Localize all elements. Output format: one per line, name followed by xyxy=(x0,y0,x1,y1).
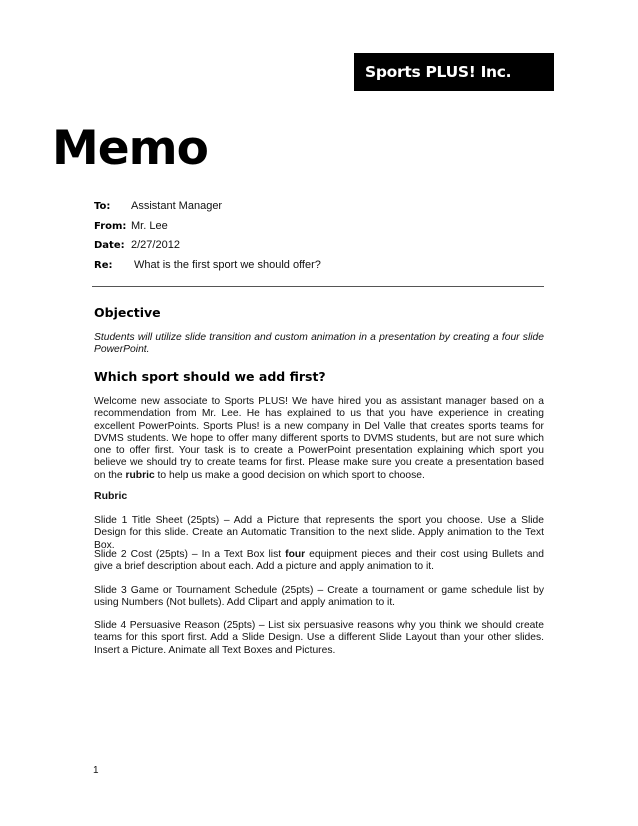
from-label: From: xyxy=(94,221,127,232)
to-value: Assistant Manager xyxy=(131,200,223,212)
rubric-heading: Rubric xyxy=(94,490,128,502)
header-from-row xyxy=(94,219,168,233)
objective-text: Students will utilize slide transition and custom animation in a presentation by creating a four slide PowerPoint. xyxy=(94,332,544,356)
rubric-slide4: Slide 4 Persuasive Reason (25pts) – List six persuasive reasons why you think we should create teams for this sport first. Add a Slide Design. Use a different Slide Layout than your other slides. Insert a Picture. Animate all Text Boxes and Pictures. xyxy=(94,620,544,656)
page-number: 1 xyxy=(93,765,99,776)
objective-heading: Objective xyxy=(94,305,161,320)
company-name: Sports PLUS! Inc. xyxy=(365,63,512,81)
header-date-row xyxy=(94,238,180,252)
header-to-row xyxy=(94,199,222,213)
header-divider xyxy=(92,286,544,287)
company-banner xyxy=(354,53,554,91)
re-value: What is the first sport we should offer? xyxy=(134,259,321,271)
sport-heading: Which sport should we add first? xyxy=(94,369,326,384)
slide2-text-before: Slide 2 Cost (25pts) – In a Text Box list xyxy=(94,549,286,560)
rubric-slide3: Slide 3 Game or Tournament Schedule (25pts) – Create a tournament or game schedule list by using Numbers (Not bullets). Add Clipart and apply animation to it. xyxy=(94,585,544,609)
sport-text-after: to help us make a good decision on which sport to choose. xyxy=(154,469,425,481)
rubric-slide1: Slide 1 Title Sheet (25pts) – Add a Picture that represents the sport you choose. Use a Slide Design for this slide. Create an Automatic Transition to the next slide. Apply animation to the Text Box. xyxy=(94,515,544,551)
memo-title: Memo xyxy=(52,121,208,176)
slide2-text-bold: four xyxy=(285,549,306,560)
header-re-row xyxy=(94,258,321,272)
rubric-slide2 xyxy=(94,549,544,574)
sport-paragraph xyxy=(94,396,544,482)
re-label: Re: xyxy=(94,260,113,271)
sport-text-before: Welcome new associate to Sports PLUS! We have hired you as assistant manager based on a recommendation from Mr. Lee. He has explained to us that you have experience in creating excellent PowerPoints. Sports Plus! is a new company in Del Valle that creates sports teams for DVMS students. We hope to offer many different sports to DVMS students, but are not sure which one to offer first. Your task is to create a PowerPoint presentation explaining which sport you believe we should try to create teams for first. Please make sure you create a presentation based on the xyxy=(94,396,544,481)
to-label: To: xyxy=(94,201,111,212)
date-label: Date: xyxy=(94,240,125,251)
from-value: Mr. Lee xyxy=(131,220,168,232)
slide2-text-after: equipment pieces and their cost using Bullets and give a brief description about each. Add a picture and apply animation to it. xyxy=(94,549,544,573)
sport-text-bold: rubric xyxy=(125,469,155,481)
date-value: 2/27/2012 xyxy=(131,239,180,251)
